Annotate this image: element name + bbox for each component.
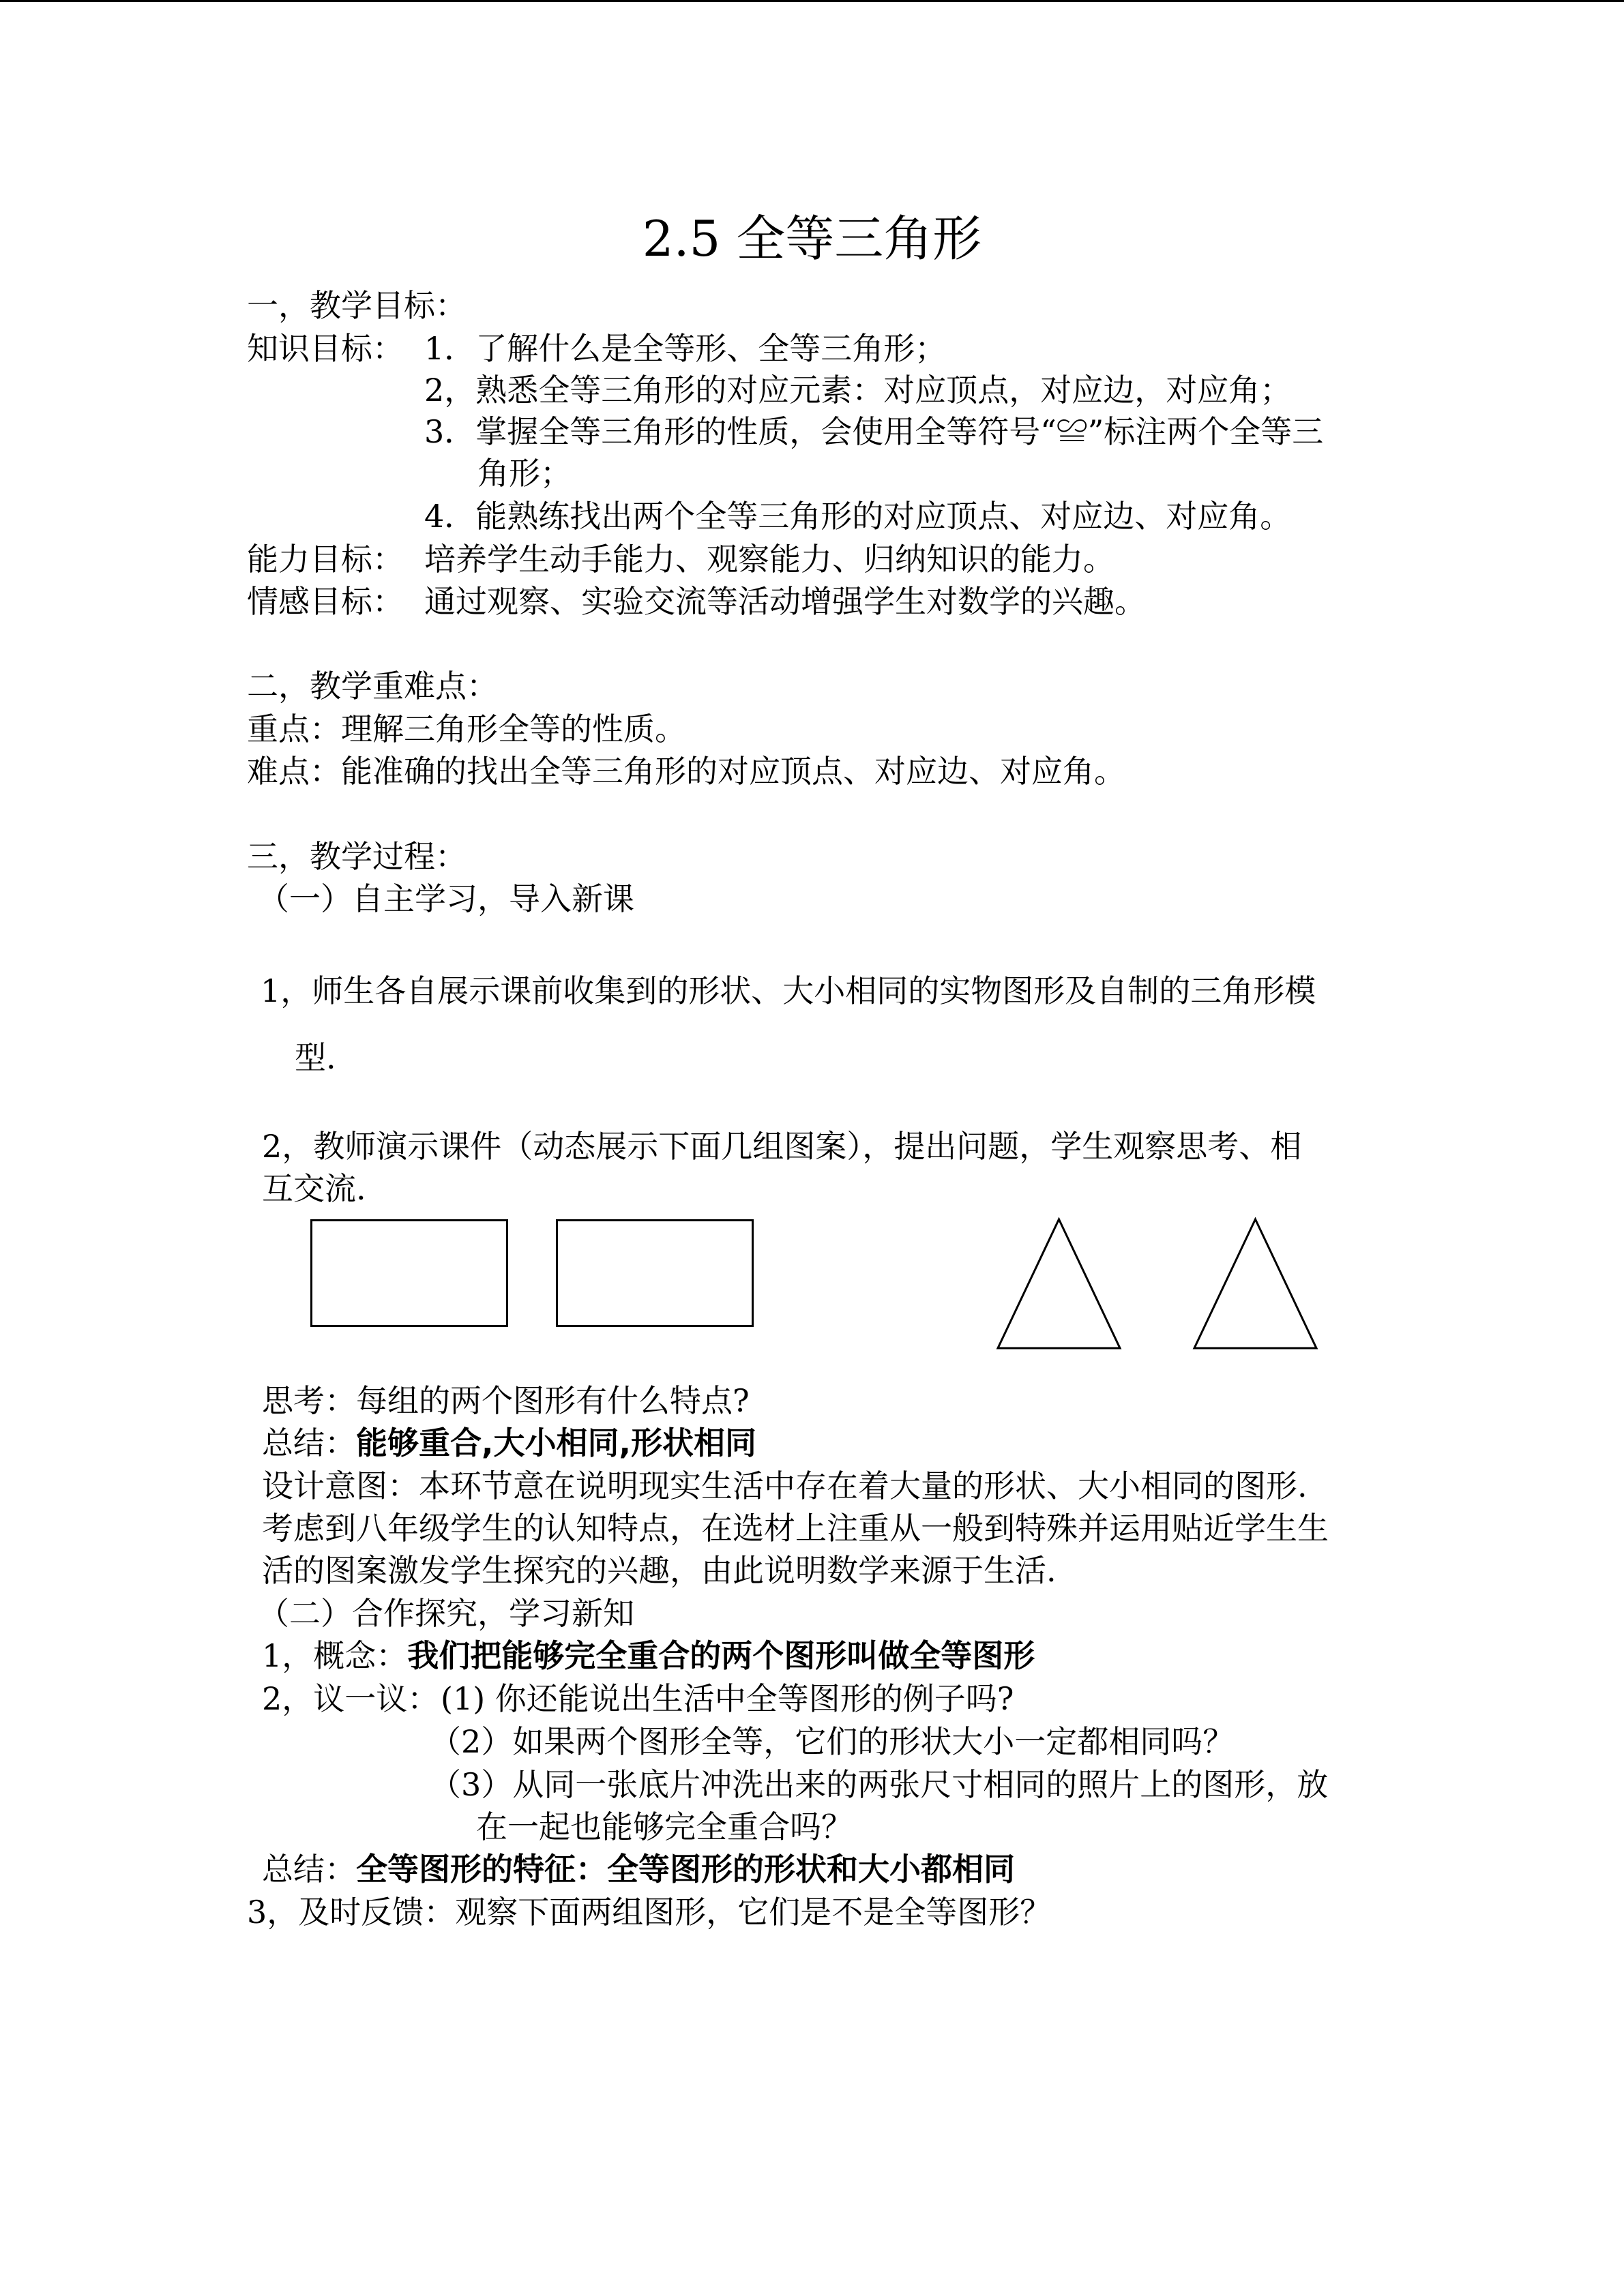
discuss-question-2: （2）如果两个图形全等，它们的形状大小一定都相同吗？ bbox=[430, 1723, 1235, 1760]
rectangle-figure-2 bbox=[556, 1219, 754, 1327]
discuss-question-3-line1: （3）从同一张底片冲洗出来的两张尺寸相同的照片上的图形，放 bbox=[430, 1766, 1329, 1803]
item2-line2: 互交流. bbox=[262, 1170, 366, 1207]
design-line-3: 活的图案激发学生探究的兴趣，由此说明数学来源于生活. bbox=[262, 1552, 1057, 1589]
emotion-goal-label: 情感目标： bbox=[247, 583, 404, 620]
discuss-question-3-line2: 在一起也能够完全重合吗？ bbox=[476, 1808, 853, 1845]
summary1-label: 总结： bbox=[262, 1425, 356, 1461]
page-title: 2.5 全等三角形 bbox=[642, 210, 982, 267]
summary2-label: 总结： bbox=[262, 1851, 356, 1888]
knowledge-item-2: 2，熟悉全等三角形的对应元素：对应顶点，对应边，对应角； bbox=[424, 372, 1292, 408]
section1-heading: 一，教学目标： bbox=[247, 287, 467, 324]
design-line-1: 设计意图：本环节意在说明现实生活中存在着大量的形状、大小相同的图形. bbox=[262, 1467, 1308, 1504]
difficult-point: 难点：能准确的找出全等三角形的对应顶点、对应边、对应角。 bbox=[247, 753, 1125, 790]
summary1-bold: 能够重合,大小相同,形状相同 bbox=[356, 1425, 756, 1461]
key-point: 重点：理解三角形全等的性质。 bbox=[247, 711, 686, 747]
item2-line1: 2，教师演示课件（动态展示下面几组图案），提出问题，学生观察思考、相 bbox=[262, 1128, 1302, 1165]
knowledge-item-3-cont: 角形； bbox=[477, 455, 572, 492]
triangle-figure-1 bbox=[996, 1217, 1122, 1350]
discuss-question-1: (1) 你还能说出生活中全等图形的例子吗? bbox=[441, 1680, 1014, 1717]
summary2-bold: 全等图形的特征：全等图形的形状和大小都相同 bbox=[356, 1851, 1015, 1888]
summary2 bbox=[262, 1848, 1015, 1890]
design-line-2: 考虑到八年级学生的认知特点，在选材上注重从一般到特殊并运用贴近学生生 bbox=[262, 1510, 1329, 1547]
part2-heading: （二）合作探究，学习新知 bbox=[258, 1595, 634, 1632]
knowledge-item-1: 1．了解什么是全等形、全等三角形； bbox=[424, 330, 947, 367]
concept bbox=[262, 1635, 1035, 1677]
concept-bold: 我们把能够完全重合的两个图形叫做全等图形 bbox=[407, 1637, 1035, 1674]
part1-heading: （一）自主学习，导入新课 bbox=[258, 880, 634, 917]
knowledge-item-3: 3．掌握全等三角形的性质，会使用全等符号“≌”标注两个全等三 bbox=[424, 413, 1324, 450]
concept-label: 1，概念： bbox=[262, 1637, 408, 1674]
emotion-goal-text: 通过观察、实验交流等活动增强学生对数学的兴趣。 bbox=[424, 583, 1146, 620]
triangle-figure-2 bbox=[1192, 1217, 1318, 1350]
section2-heading: 二，教学重难点： bbox=[247, 668, 498, 704]
think-question: 思考：每组的两个图形有什么特点? bbox=[262, 1382, 750, 1419]
knowledge-goal-label: 知识目标： bbox=[247, 330, 404, 367]
top-border-line bbox=[0, 0, 1624, 2]
section3-heading: 三，教学过程： bbox=[247, 838, 467, 875]
item1-line2: 型. bbox=[295, 1039, 336, 1076]
feedback-line: 3，及时反馈：观察下面两组图形，它们是不是全等图形？ bbox=[247, 1894, 1052, 1930]
ability-goal-text: 培养学生动手能力、观察能力、归纳知识的能力。 bbox=[424, 541, 1114, 578]
discuss-label: 2，议一议： bbox=[262, 1680, 439, 1717]
item1-line1: 1，师生各自展示课前收集到的形状、大小相同的实物图形及自制的三角形模 bbox=[261, 972, 1316, 1009]
knowledge-item-4: 4．能熟练找出两个全等三角形的对应顶点、对应边、对应角。 bbox=[424, 498, 1292, 535]
summary1 bbox=[262, 1422, 756, 1464]
rectangle-figure-1 bbox=[310, 1219, 508, 1327]
ability-goal-label: 能力目标： bbox=[247, 541, 404, 578]
